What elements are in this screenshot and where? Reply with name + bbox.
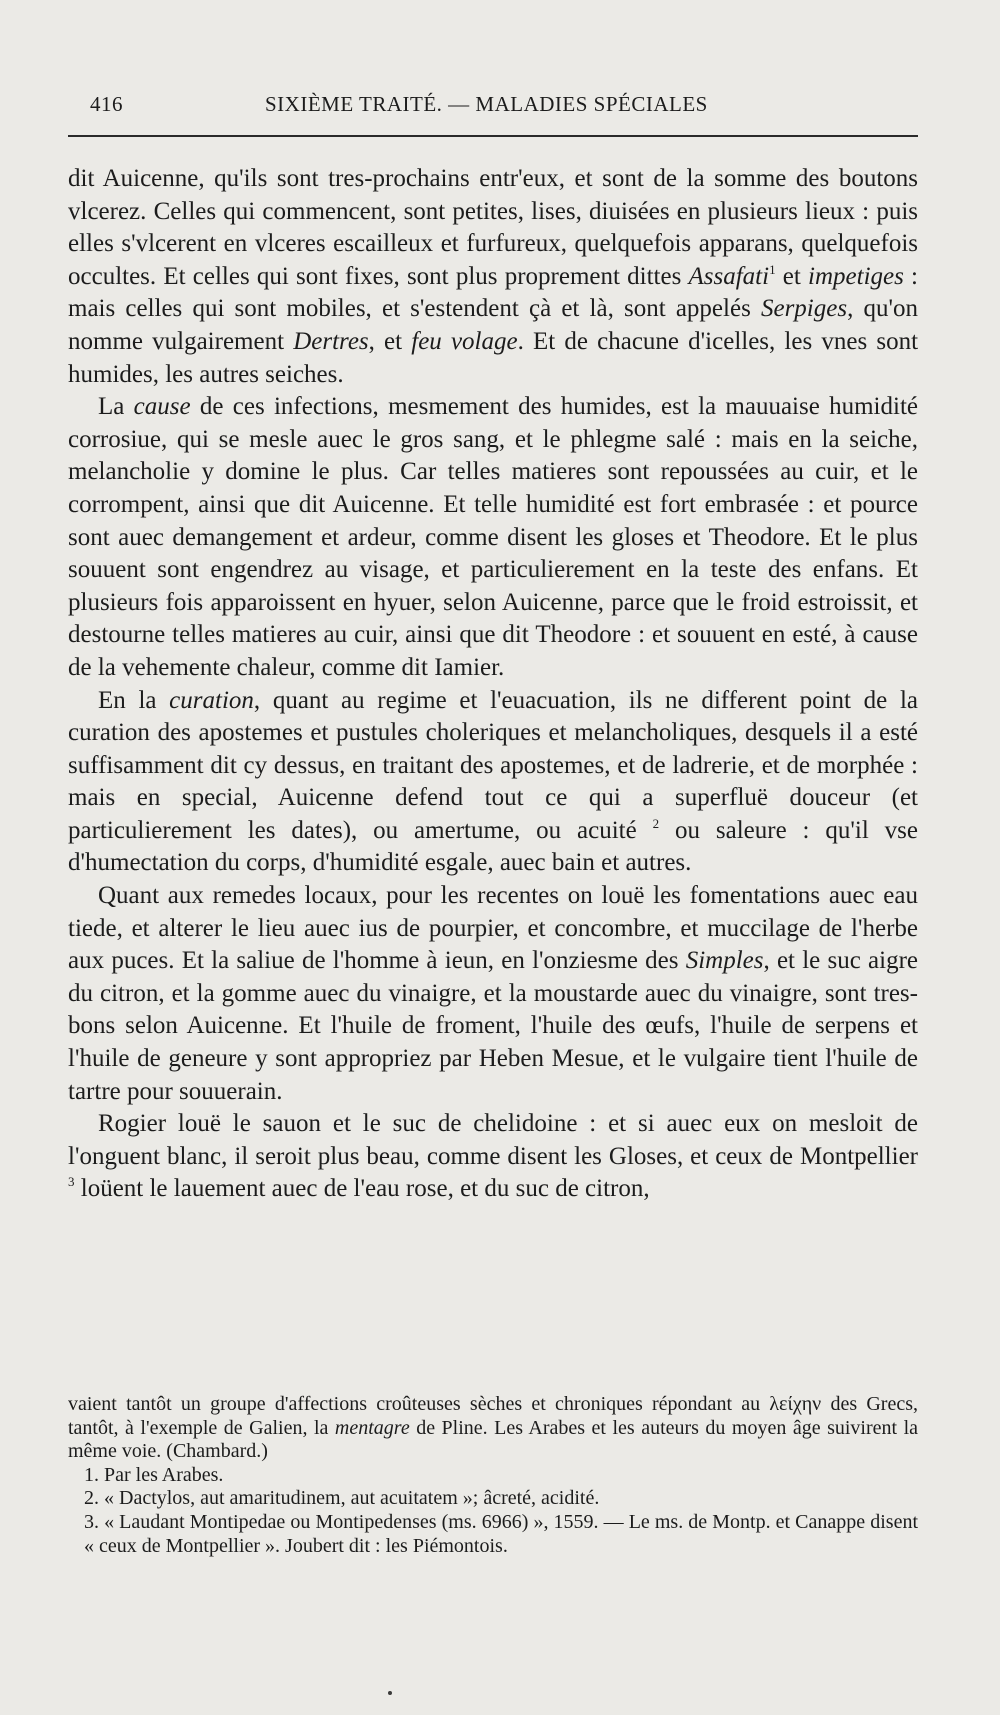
paragraph-5: Rogier louë le sauon et le suc de chelidoine : et si auec eux on mesloit de l'onguent blanc, il seroit plus beau, comme disent les Gloses, et ceux de Montpellier $^3$ loüent le lauement auec de l'eau rose, et du suc de citron, (68, 1110, 918, 1203)
paragraph-1: dit Auicenne, qu'ils sont tres-prochains entr'eux, et sont de la somme des boutons vlcerez. Celles qui commencent, sont petites, lises, diuisées en plusieurs lieux : puis elles s'vlcerent en vlceres escailleux et furfureux, quelquefois apparans, quelquefois occultes. Et celles qui sont fixes, sont plus proprement dittes Assafati$^1$ et impetiges : mais celles qui sont mobiles, et s'estendent çà et là, sont appelés Serpiges, qu'on nomme vulgairement Dertres, et feu volage. Et de chacune d'icelles, les vnes sont humides, les autres seiches. (68, 165, 919, 388)
page-number: 416 (90, 92, 123, 116)
paragraph-4: Quant aux remedes locaux, pour les recentes on louë les fomentations auec eau tiede, et alterer le lieu auec ius de pourpier, et concombre, et muccilage de l'herbe aux puces. Et la saliue de l'homme à ieun, en l'onziesme des Simples, et le suc aigre du citron, et la gomme auec du vinaigre, et la moustarde auec du vinaigre, sont tres-bons selon Auicenne. Et l'huile de froment, l'huile des œufs, l'huile de serpens et l'huile de geneure y sont appropriez par Heben Mesue, et le vulgaire tient l'huile de tartre pour souuerain. (68, 882, 918, 1105)
running-title: SIXIÈME TRAITÉ. — MALADIES SPÉCIALES (265, 92, 708, 116)
footnote-3: 3. « Laudant Montipedae ou Montipedenses (ms. 6966) », 1559. — Le ms. de Montp. et Canappe disent « ceux de Montpellier ». Joubert dit : les Piémontois. (84, 1510, 918, 1557)
main-text (68, 163, 918, 1206)
running-header (90, 92, 930, 128)
paragraph-3: En la curation, quant au regime et l'euacuation, ils ne different point de la curation des apostemes et pustules choleriques et melancholiques, desquels il a esté suffisamment dit cy dessus, en traitant des apostemes, et de ladrerie, et de morphée : mais en special, Auicenne defend tout ce qui a superfluë douceur (et particulierement les dates), ou amertume, ou acuité $^2$ ou saleure : qu'il vse d'humectation du corps, d'humidité esgale, auec bain et autres. (68, 686, 918, 877)
footnotes (68, 1393, 918, 1558)
footnote-ref-2: 2 (652, 815, 660, 831)
header-rule (68, 135, 918, 137)
print-speck (388, 1691, 392, 1695)
footnote-1: 1. Par les Arabes. (84, 1463, 224, 1486)
paragraph-2: La cause de ces infections, mesmement des humides, est la mauuaise humidité corrosiue, qui se mesle auec le gros sang, et le phlegme salé : mais en la seiche, melancholie y domine le plus. Car telles matieres sont repoussées au cuir, et le corrompent, ainsi que dit Auicenne. Et telle humidité est fort embrasée : et pource sont auec demangement et ardeur, comme disent les gloses et Theodore. Et le plus souuent sont engendrez au visage, et particulierement en la teste des enfans. Et plusieurs fois apparoissent en hyuer, selon Auicenne, parce que le froid estroissit, et destourne telles matieres au cuir, ainsi que dit Theodore : et souuent en esté, à cause de la vehemente chaleur, comme dit Iamier. (68, 393, 918, 681)
footnote-2: 2. « Dactylos, aut amaritudinem, aut acuitatem »; âcreté, acidité. (84, 1487, 600, 1510)
footnote-ref-3: 3 (68, 1174, 75, 1190)
footnote-ref-1: 1 (769, 261, 776, 277)
footnote-continuation: vaient tantôt un groupe d'affections croûteuses sèches et chroniques répondant au λείχην des Grecs, tantôt, à l'exemple de Galien, la mentagre de Pline. Les Arabes et les auteurs du moyen âge suivirent la même voie. (Chambard.) (68, 1393, 919, 1463)
